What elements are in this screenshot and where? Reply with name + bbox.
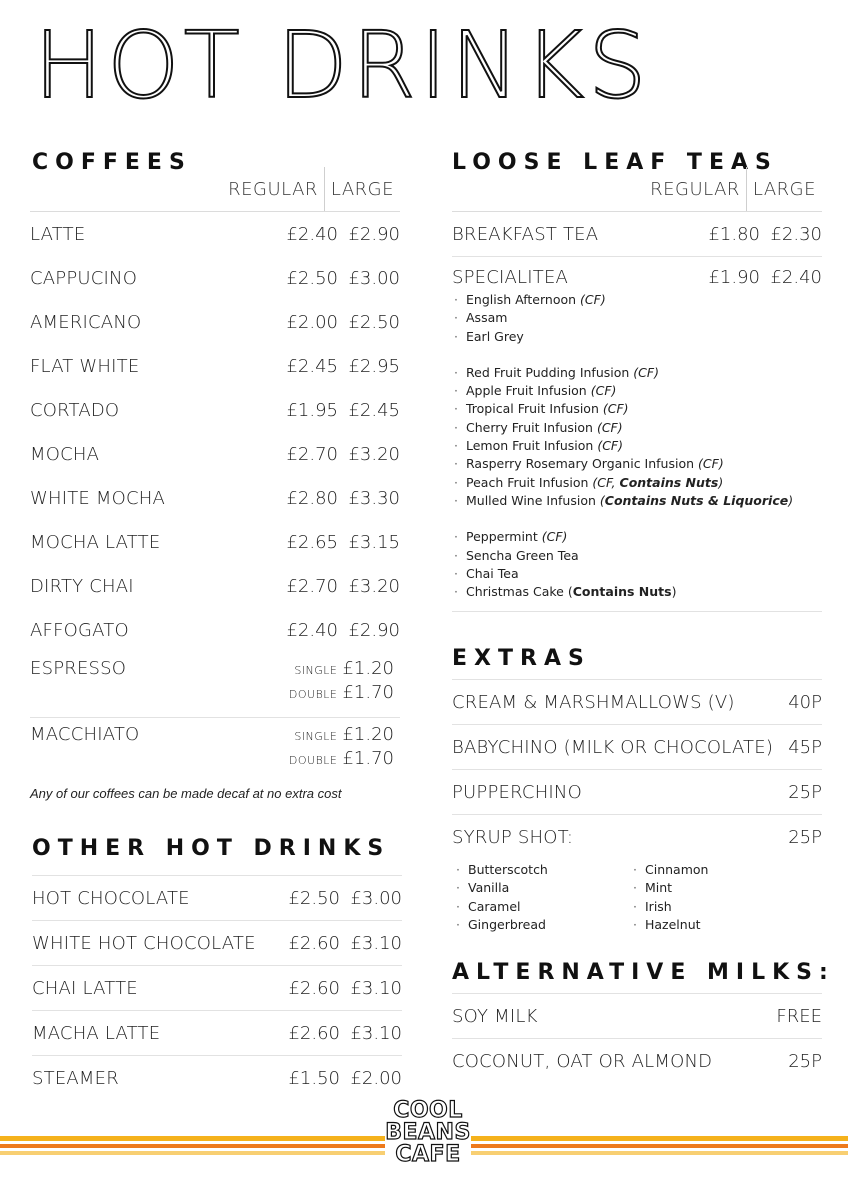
list-item: · Rasperry Rosemary Organic Infusion (CF): [466, 455, 822, 473]
list-item: · Peach Fruit Infusion (CF, Contains Nuts): [466, 474, 822, 492]
extras-section: [452, 646, 822, 934]
regular-price: £1.50: [288, 1067, 340, 1089]
regular-price: £1.95: [286, 399, 338, 421]
col-regular-label: REGULAR: [650, 178, 740, 200]
list-item: · Earl Grey: [466, 328, 822, 346]
list-item: · Cinnamon: [645, 861, 822, 879]
menu-item-row: [30, 564, 400, 608]
item-price: FREE: [776, 1005, 822, 1027]
regular-price: £2.50: [286, 267, 338, 289]
syrup-list-left: [468, 861, 645, 934]
large-price: £2.50: [348, 311, 400, 333]
item-price: 45P: [788, 736, 822, 758]
large-price: £3.20: [348, 575, 400, 597]
specialitea-varieties: [452, 291, 822, 612]
espresso-row: [30, 652, 400, 718]
regular-price: £2.60: [288, 1022, 340, 1044]
logo-line1: COOL: [393, 1098, 463, 1123]
list-item: · Mulled Wine Infusion (Contains Nuts & Liquorice): [466, 492, 822, 510]
list-item: · Vanilla: [468, 879, 645, 897]
large-price: £2.40: [770, 266, 822, 288]
macchiato-row: [30, 718, 400, 784]
item-name: WHITE HOT CHOCOLATE: [32, 932, 256, 954]
page-title: HOT DRINKS: [34, 12, 651, 119]
item-name: WHITE MOCHA: [30, 487, 166, 509]
regular-price: £2.70: [286, 575, 338, 597]
milks-section: [452, 960, 835, 1083]
menu-item-row: [30, 344, 400, 388]
item-name: CREAM & MARSHMALLOWS (V): [452, 691, 735, 713]
milks-heading: ALTERNATIVE MILKS:: [452, 960, 835, 985]
menu-item-row: [452, 815, 822, 859]
item-name: BREAKFAST TEA: [452, 223, 599, 245]
item-name: COCONUT, OAT OR ALMOND: [452, 1050, 713, 1072]
list-item: · Lemon Fruit Infusion (CF): [466, 437, 822, 455]
menu-item-row: [452, 1039, 822, 1083]
regular-price: £2.60: [288, 932, 340, 954]
menu-item-row: [30, 300, 400, 344]
item-name: MACCHIATO: [30, 724, 140, 745]
extras-heading: EXTRAS: [452, 646, 591, 671]
item-name: DIRTY CHAI: [30, 575, 134, 597]
regular-price: £2.45: [286, 355, 338, 377]
col-large-label: LARGE: [746, 167, 822, 211]
logo-line2: BEANS: [385, 1120, 471, 1145]
menu-item-row: [32, 921, 402, 966]
item-name: MOCHA: [30, 443, 100, 465]
double-label: DOUBLE: [288, 688, 338, 701]
item-name: FLAT WHITE: [30, 355, 140, 377]
single-label: SINGLE: [294, 664, 338, 677]
item-name: CHAI LATTE: [32, 977, 138, 999]
list-item: · Irish: [645, 898, 822, 916]
large-price: £2.90: [348, 223, 400, 245]
regular-price: £2.50: [288, 887, 340, 909]
tea-group-other: [452, 528, 822, 601]
large-price: £3.20: [348, 443, 400, 465]
regular-price: £2.40: [286, 223, 338, 245]
large-price: £2.90: [348, 619, 400, 641]
list-item: · Hazelnut: [645, 916, 822, 934]
double-price: £1.70: [342, 682, 394, 703]
large-price: £3.00: [350, 887, 402, 909]
tea-group-infusions: [452, 364, 822, 510]
syrup-options: [452, 861, 822, 934]
menu-item-row: [452, 770, 822, 815]
large-price: £3.30: [348, 487, 400, 509]
teas-section: [452, 150, 822, 612]
espresso-prices: [289, 658, 400, 706]
large-price: £2.30: [770, 223, 822, 245]
single-label: SINGLE: [294, 730, 338, 743]
decaf-note: Any of our coffees can be made decaf at no extra cost: [30, 786, 342, 801]
list-item: · Chai Tea: [466, 565, 822, 583]
menu-item-row: [452, 994, 822, 1039]
item-name: HOT CHOCOLATE: [32, 887, 190, 909]
extras-list: [452, 679, 822, 859]
menu-item-row: [30, 432, 400, 476]
large-price: £2.95: [348, 355, 400, 377]
other-drinks-list: [32, 875, 402, 1100]
item-price: 40P: [788, 691, 822, 713]
list-item: · Peppermint (CF): [466, 528, 822, 546]
double-label: DOUBLE: [288, 754, 338, 767]
menu-item-row: [30, 520, 400, 564]
item-name: AMERICANO: [30, 311, 142, 333]
menu-item-row: [32, 1011, 402, 1056]
item-name: BABYCHINO (MILK OR CHOCOLATE): [452, 736, 774, 758]
large-price: £2.45: [348, 399, 400, 421]
single-price: £1.20: [342, 658, 394, 679]
menu-item-row: [30, 476, 400, 520]
large-price: £3.15: [348, 531, 400, 553]
list-item: · Apple Fruit Infusion (CF): [466, 382, 822, 400]
list-item: · English Afternoon (CF): [466, 291, 822, 309]
col-large-label: LARGE: [324, 167, 400, 211]
milks-list: [452, 993, 822, 1083]
item-name: SYRUP SHOT:: [452, 826, 574, 848]
regular-price: £2.65: [286, 531, 338, 553]
item-name: MOCHA LATTE: [30, 531, 161, 553]
list-item: · Caramel: [468, 898, 645, 916]
regular-price: £2.00: [286, 311, 338, 333]
double-price: £1.70: [342, 748, 394, 769]
item-name: AFFOGATO: [30, 619, 129, 641]
menu-item-row: [32, 1056, 402, 1100]
large-price: £3.10: [350, 932, 402, 954]
menu-item-row: [30, 388, 400, 432]
item-name: ESPRESSO: [30, 658, 127, 679]
macchiato-prices: [289, 724, 400, 772]
col-regular-label: REGULAR: [228, 178, 318, 200]
regular-price: £2.80: [286, 487, 338, 509]
regular-price: £2.60: [288, 977, 340, 999]
list-item: · Sencha Green Tea: [466, 547, 822, 565]
regular-price: £2.40: [286, 619, 338, 641]
list-item: · Gingerbread: [468, 916, 645, 934]
menu-item-row: [32, 876, 402, 921]
regular-price: £2.70: [286, 443, 338, 465]
item-name: CAPPUCINO: [30, 267, 138, 289]
large-price: £3.10: [350, 1022, 402, 1044]
menu-item-row: [30, 608, 400, 652]
coffee-list: [30, 212, 400, 652]
menu-item-row: [452, 679, 822, 725]
list-item: · Butterscotch: [468, 861, 645, 879]
teas-heading: LOOSE LEAF TEAS: [452, 150, 778, 175]
item-price: 25P: [788, 781, 822, 803]
tea-group-classic: [452, 291, 822, 346]
item-name: MACHA LATTE: [32, 1022, 161, 1044]
large-price: £3.10: [350, 977, 402, 999]
coffees-section: [30, 150, 400, 801]
large-price: £3.00: [348, 267, 400, 289]
list-item: · Red Fruit Pudding Infusion (CF): [466, 364, 822, 382]
large-price: £2.00: [350, 1067, 402, 1089]
list-item: · Tropical Fruit Infusion (CF): [466, 400, 822, 418]
item-price: 25P: [788, 826, 822, 848]
item-name: SOY MILK: [452, 1005, 538, 1027]
item-name: CORTADO: [30, 399, 120, 421]
other-drinks-section: [32, 836, 402, 1100]
item-price: 25P: [788, 1050, 822, 1072]
regular-price: £1.90: [708, 266, 760, 288]
item-name: PUPPERCHINO: [452, 781, 582, 803]
single-price: £1.20: [342, 724, 394, 745]
menu-item-row: [30, 212, 400, 256]
item-name: STEAMER: [32, 1067, 119, 1089]
menu-item-row: [32, 966, 402, 1011]
menu-item-row: [452, 725, 822, 770]
list-item: · Christmas Cake (Contains Nuts): [466, 583, 822, 601]
tea-row-breakfast: [452, 212, 822, 257]
list-item: · Mint: [645, 879, 822, 897]
syrup-list-right: [645, 861, 822, 934]
regular-price: £1.80: [708, 223, 760, 245]
coffees-heading: COFFEES: [32, 150, 192, 175]
list-item: · Cherry Fruit Infusion (CF): [466, 419, 822, 437]
other-drinks-heading: OTHER HOT DRINKS: [32, 836, 391, 861]
item-name: LATTE: [30, 223, 86, 245]
logo-line3: CAFE: [395, 1142, 461, 1167]
item-name: SPECIALITEA: [452, 266, 569, 288]
cool-beans-logo: [385, 1100, 471, 1172]
list-item: · Assam: [466, 309, 822, 327]
menu-item-row: [30, 256, 400, 300]
